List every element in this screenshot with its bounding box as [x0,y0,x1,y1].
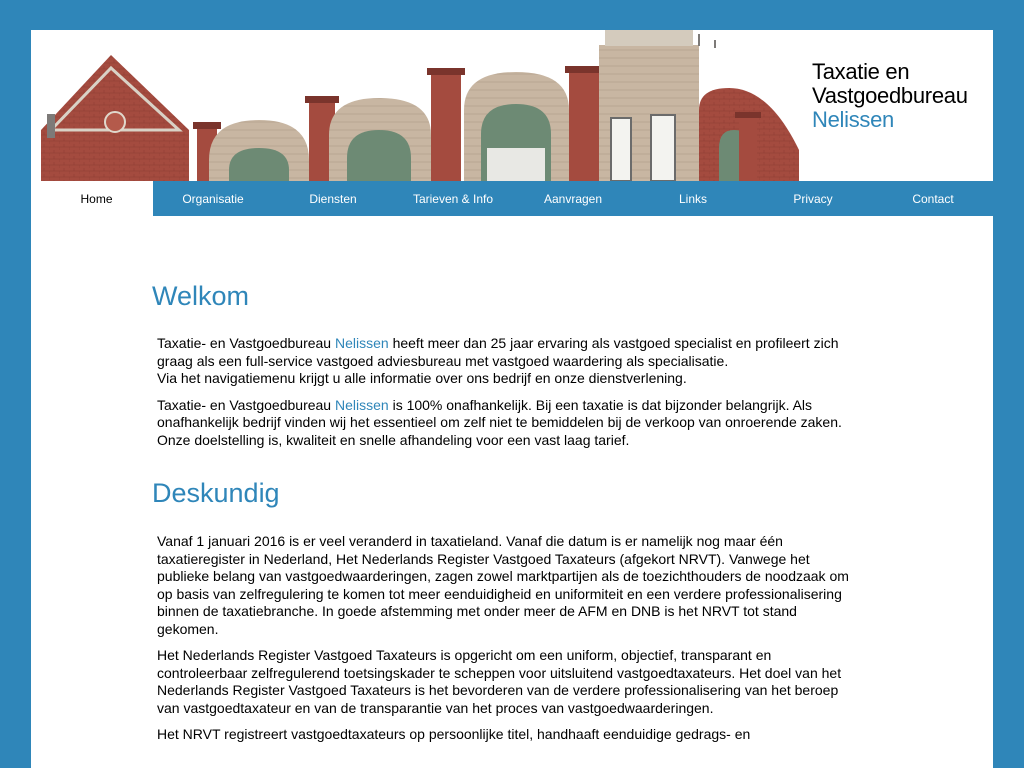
welkom-p2-before: Taxatie- en Vastgoedbureau [157,396,335,413]
page-container [31,30,993,768]
brand-line-1: Taxatie en [812,59,910,84]
welkom-p2-line2: Onze doelstelling is, kwaliteit en snelle afhandeling voor een vast laag tarief. [157,431,630,448]
welkom-p2-after: is 100% onafhankelijk. Bij een taxatie is dat bijzonder belangrijk. Als onafhankelijk bedrijf vinden wij het essentieel om zelf niet te bemiddelen bij de verkoop van onroerende zaken. [157,396,842,430]
welkom-p1-before: Taxatie- en Vastgoedbureau [157,335,335,351]
welkom-heading: Welkom [152,281,250,311]
welkom-paragraph-1 [157,335,852,388]
welkom-p1-after: heeft meer dan 25 jaar ervaring als vastgoed specialist en profileert zich graag als een full-service vastgoed adviesbureau met vastgoed waardering als specialisatie. [157,335,839,369]
welkom-p1-line2: Via het navigatiemenu krijgt u alle informatie over ons bedrijf en onze dienstverlening. [157,370,687,386]
site-brand [812,60,968,132]
main-content [152,280,852,744]
brand-line-2: Vastgoedbureau [812,83,968,108]
building-facade-image [39,30,829,181]
nav-item-contact[interactable]: Contact [873,181,993,216]
deskundig-heading: Deskundig [152,478,280,508]
header [31,30,993,181]
welkom-paragraph-2 [157,397,852,450]
nav-item-privacy[interactable]: Privacy [753,181,873,216]
main-navigation [40,181,993,216]
nav-item-tarieven-info[interactable]: Tarieven & Info [393,181,513,216]
company-name-highlight-2: Nelissen [334,396,389,413]
nav-item-home[interactable]: Home [40,181,153,216]
deskundig-paragraph-2: Het Nederlands Register Vastgoed Taxateurs is opgericht om een uniform, objectief, transparant en controleerbaar zelfregulerend toetsingskader te scheppen voor uitsluitend vastgoedtaxateurs. Het doel van het Nederlands Register Vastgoed Taxateurs is het bevorderen van de verdere professionalisering van het beroep van vastgoedtaxateur en van de transparantie van het proces van vastgoedwaarderingen. [157,647,842,716]
nav-item-diensten[interactable]: Diensten [273,181,393,216]
deskundig-paragraph-3: Het NRVT registreert vastgoedtaxateurs op persoonlijke titel, handhaaft eenduidige gedrags- en [157,726,751,742]
nav-item-links[interactable]: Links [633,181,753,216]
brand-line-3: Nelissen [812,107,894,132]
company-name-highlight: Nelissen [334,335,389,351]
nav-item-aanvragen[interactable]: Aanvragen [513,181,633,216]
nav-item-organisatie[interactable]: Organisatie [153,181,273,216]
deskundig-paragraph-1: Vanaf 1 januari 2016 is er veel veranderd in taxatieland. Vanaf die datum is er namelijk nog maar één taxatieregister in Nederland, Het Nederlands Register Vastgoed Taxateurs (afgekort NRVT). Vanwege het publieke belang van vastgoedwaarderingen, zagen zowel marktpartijen als de toezichthouders de noodzaak om op basis van zelfregulering te komen tot meer eenduidigheid en uniformiteit en een verdere professionalisering binnen de taxatiebranche. In goede afstemming met onder meer de AFM en DNB is het NRVT tot stand gekomen. [157,533,849,637]
